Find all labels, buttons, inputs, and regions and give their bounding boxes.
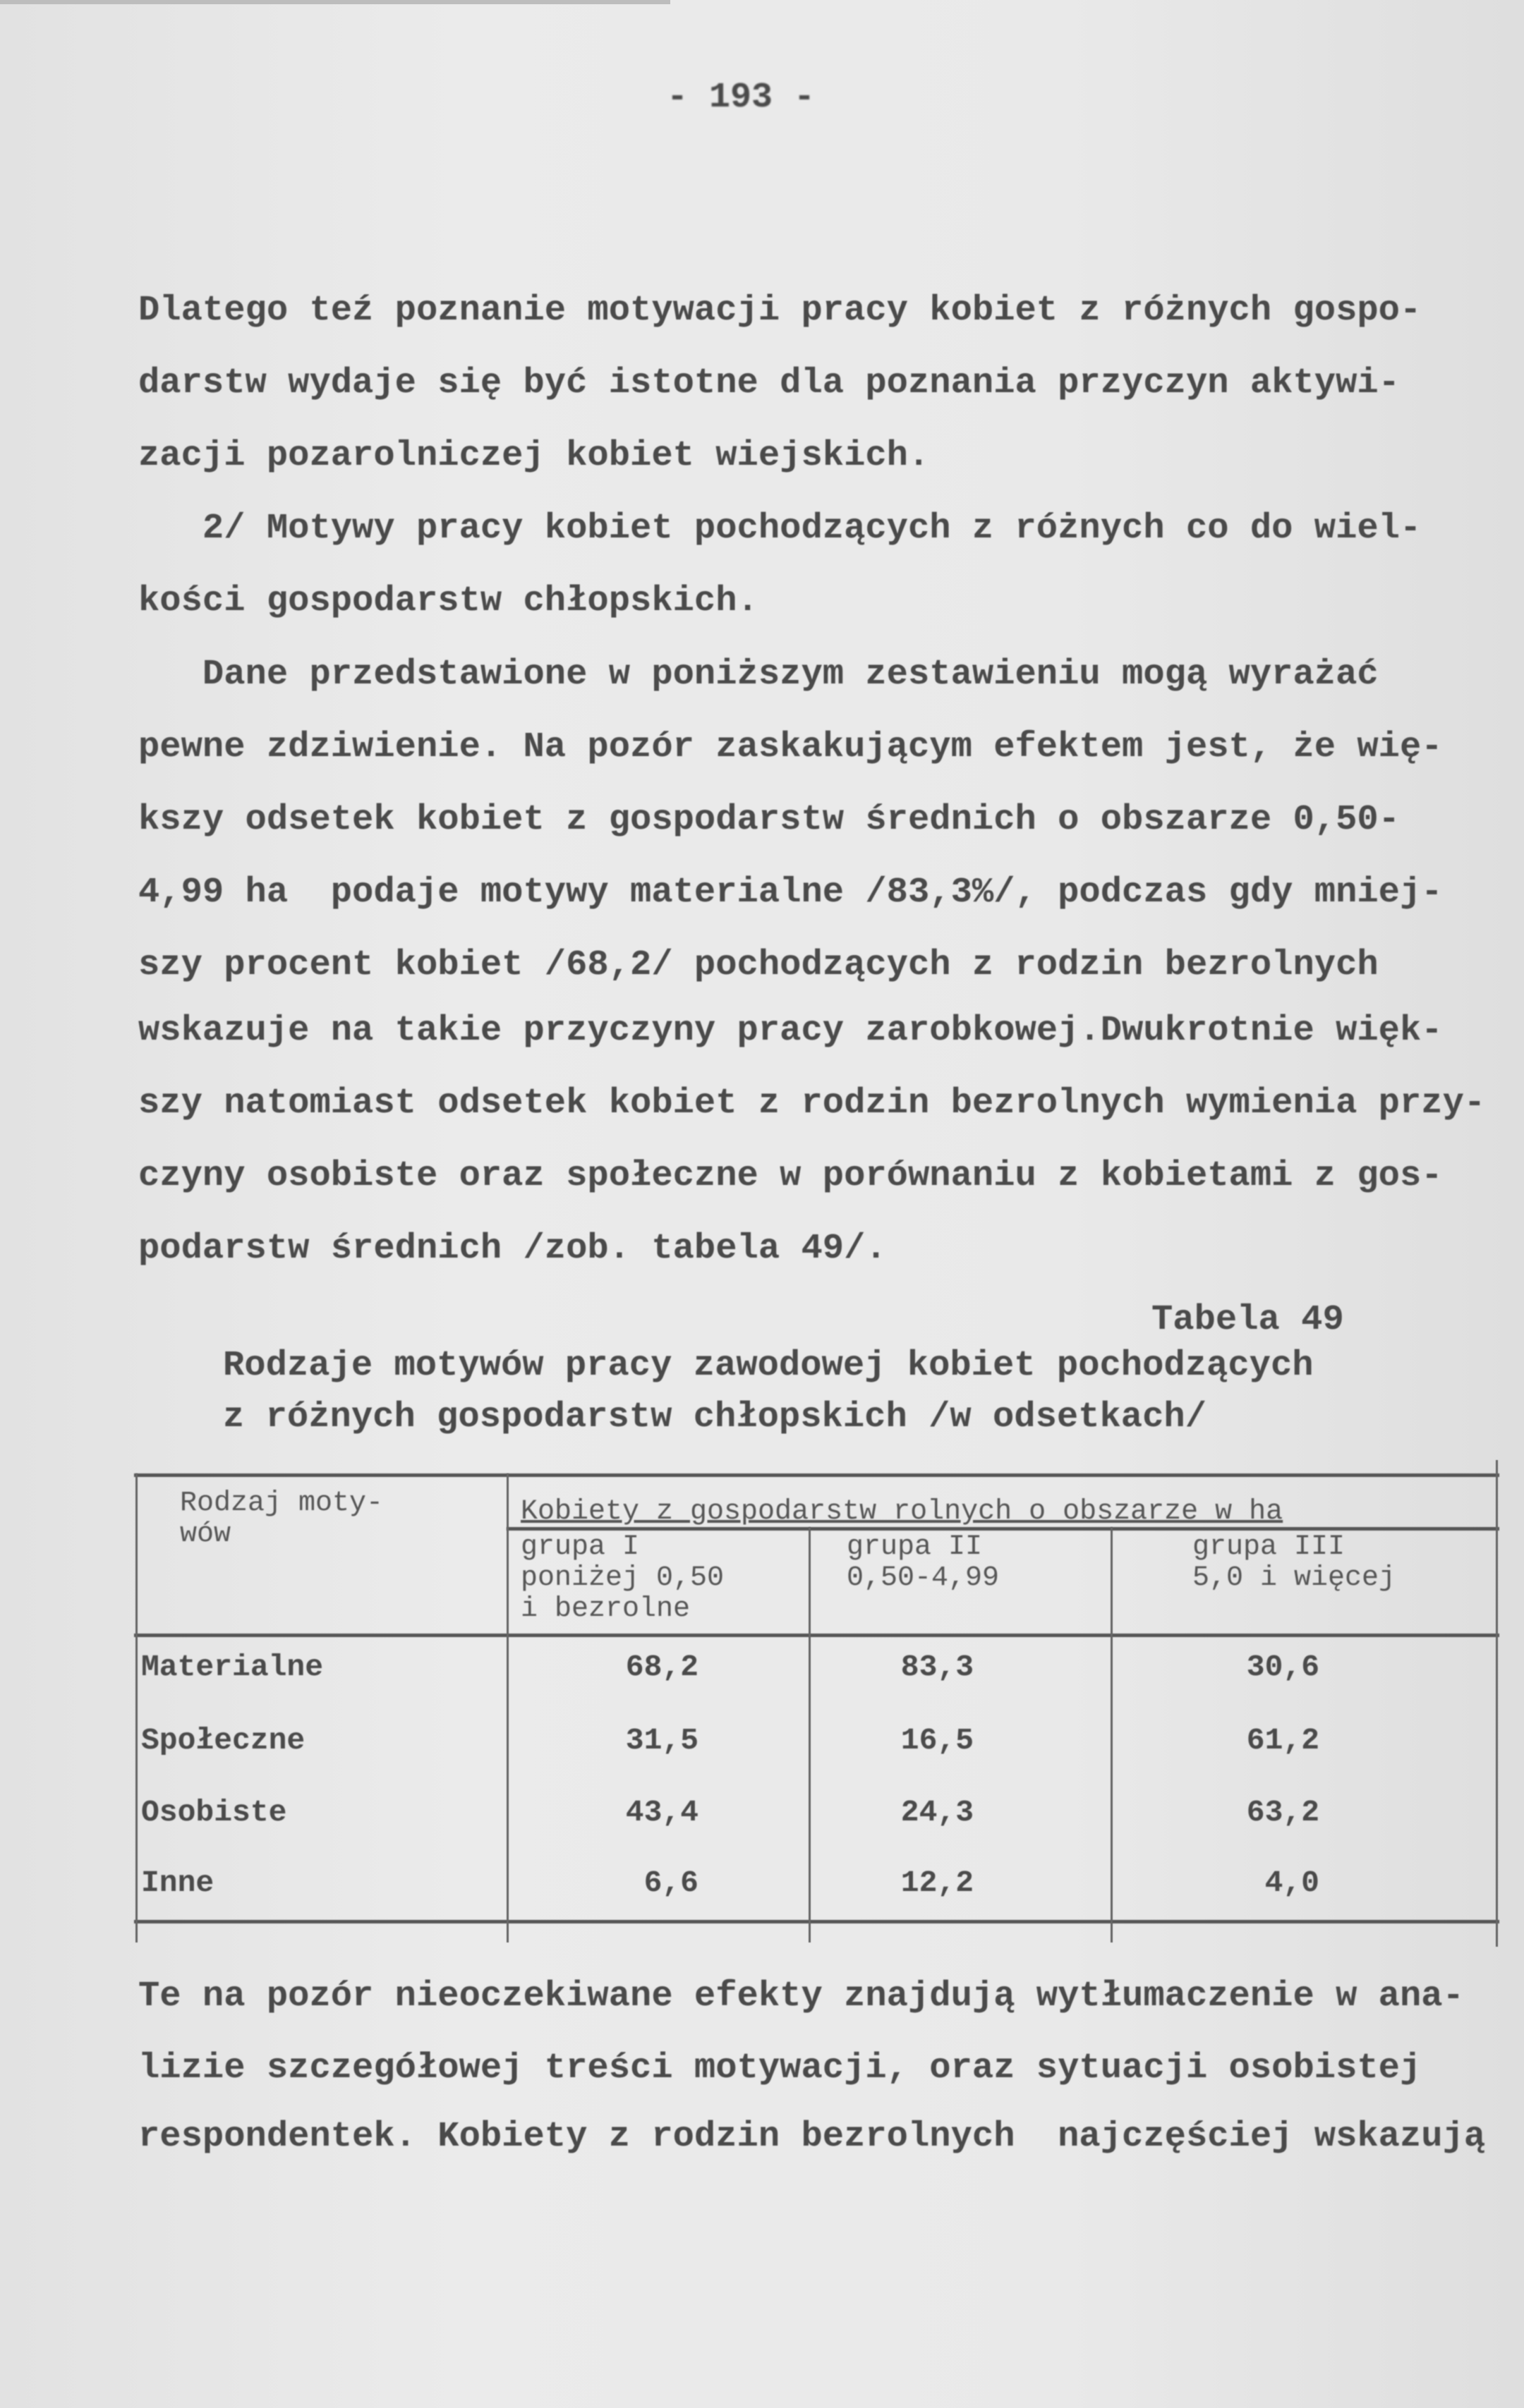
section-heading-line: 2/ Motywy pracy kobiet pochodzących z różnych co do wiel- [138,509,1422,549]
paragraph-line: szy natomiast odsetek kobiet z rodzin bezrolnych wymienia przy- [138,1083,1486,1124]
table-label: Tabela 49 [1151,1300,1344,1340]
row-label: Społeczne [141,1723,306,1758]
cell-value: 63,2 [1246,1795,1319,1830]
cell-value: 31,5 [625,1723,698,1758]
column-header-line: 5,0 i więcej [1192,1562,1396,1594]
cell-value: 4,0 [1264,1866,1319,1900]
cell-value: 30,6 [1246,1650,1319,1684]
paragraph-line: zacji pozarolniczej kobiet wiejskich. [138,436,930,476]
paragraph-line: Dlatego teź poznanie motywacji pracy kobiet z różnych gospo- [138,291,1422,331]
column-header-line: i bezrolne [521,1593,691,1625]
cell-value: 43,4 [625,1795,698,1830]
paragraph-line: darstw wydaje się być istotne dla poznania przyczyn aktywi- [138,363,1400,403]
scan-edge [0,0,670,4]
column-header-line: grupa I [521,1531,640,1563]
paragraph-line: respondentek. Kobiety z rodzin bezrolnych najczęściej wskazują [138,2117,1486,2157]
paragraph-line: podarstw średnich /zob. tabela 49/. [138,1229,887,1269]
paragraph-line: pewne zdziwienie. Na pozór zaskakującym efektem jest, że wię- [138,727,1443,767]
column-header-group-1 [521,1532,724,1625]
row-label: Materialne [141,1650,324,1684]
header-bottom-rule [134,1634,1499,1637]
column-header-line: 0,50-4,99 [847,1562,1000,1594]
cell-value: 61,2 [1246,1723,1319,1758]
paragraph-line: Dane przedstawione w poniższym zestawieniu mogą wyrażać [138,655,1379,695]
row-header-label [180,1488,383,1550]
paragraph-line: Te na pozór nieoczekiwane efekty znajdują wytłumaczenie w ana- [138,1976,1464,2017]
cell-value: 24,3 [900,1795,974,1830]
page-number: - 193 - [666,78,816,118]
table-top-rule [134,1473,1499,1477]
column-header-line: grupa II [847,1531,983,1563]
column-header-group-3 [1192,1532,1396,1594]
table-border-right [1496,1460,1498,1947]
column-header-group-2 [847,1532,999,1594]
paragraph-line: lizie szczegółowej treści motywacji, oraz sytuacji osobistej [138,2048,1422,2088]
row-label: Osobiste [141,1795,287,1830]
column-divider [809,1527,811,1942]
cell-value: 16,5 [900,1723,974,1758]
table-caption-line: z różnych gospodarstw chłopskich /w odsetkach/ [223,1397,1207,1437]
table-border-left [135,1473,138,1942]
table-caption-line: Rodzaje motywów pracy zawodowej kobiet pochodzących [223,1346,1314,1386]
paragraph-line: szy procent kobiet /68,2/ pochodzących z rodzin bezrolnych [138,945,1379,985]
section-heading-line: kości gospodarstw chłopskich. [138,581,758,621]
cell-value: 12,2 [900,1866,974,1900]
table-bottom-rule [134,1920,1499,1923]
column-header-line: poniżej 0,50 [521,1562,725,1594]
cell-value: 83,3 [900,1650,974,1684]
column-divider [507,1473,509,1942]
cell-value: 6,6 [643,1866,698,1900]
row-header-label-line: Rodzaj moty- [180,1488,384,1519]
paragraph-line: kszy odsetek kobiet z gospodarstw średnich o obszarze 0,50- [138,800,1400,840]
cell-value: 68,2 [625,1650,698,1684]
paragraph-line: czyny osobiste oraz społeczne w porównaniu z kobietami z gos- [138,1156,1443,1196]
paragraph-line: 4,99 ha podaje motywy materialne /83,3%/, podczas gdy mniej- [138,872,1443,913]
row-header-label-line: wów [180,1519,231,1550]
column-header-line: grupa III [1192,1531,1345,1563]
paragraph-line: wskazuje na takie przyczyny pracy zarobkowej.Dwukrotnie więk- [138,1011,1443,1051]
group-header: Kobiety z gospodarstw rolnych o obszarze w ha [521,1496,1283,1528]
column-divider [1111,1527,1113,1942]
row-label: Inne [141,1866,214,1900]
